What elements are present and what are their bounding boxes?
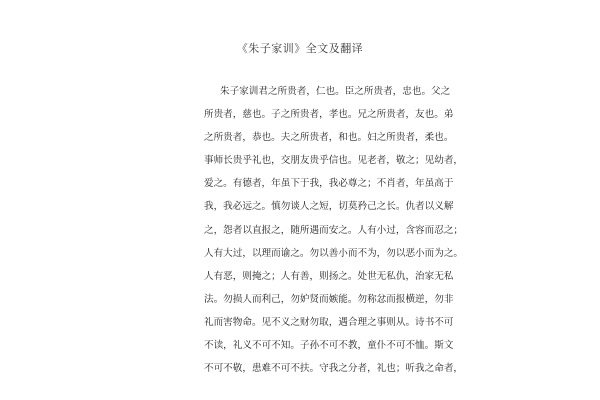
text-line-9: 人有恶，则掩之；人有善，则扬之。处世无私仇，治家无私	[204, 270, 454, 282]
text-line-2: 所贵者，慈也。子之所贵者，孝也。兄之所贵者，友也。弟	[204, 109, 454, 121]
text-line-7: 之，怨者以直报之，随所遇而安之。人有小过，含容而忍之；	[204, 224, 464, 236]
text-line-11: 礼而害物命。见不义之财勿取，遇合理之事则从。诗书不可	[204, 316, 454, 328]
text-line-5: 爱之。有德者，年虽下于我，我必尊之；不肖者，年虽高于	[204, 178, 454, 190]
text-line-12: 不读，礼义不可不知。子孙不可不教，童仆不可不恤。斯文	[204, 340, 454, 352]
document-body	[204, 80, 464, 380]
text-line-1: 朱子家训君之所贵者，仁也。臣之所贵者，忠也。父之	[220, 86, 451, 97]
text-line-6: 我，我必远之。慎勿谈人之短，切莫矜己之长。仇者以义解	[204, 201, 454, 213]
text-line-4: 事师长贵乎礼也，交朋友贵乎信也。见老者，敬之；见幼者，	[204, 155, 464, 167]
text-line-10: 法。勿损人而利己，勿妒贤而嫉能。勿称忿而报横逆，勿非	[204, 293, 454, 305]
document-title: 《朱子家训》全文及翻译	[236, 42, 364, 55]
text-line-3: 之所贵者，恭也。夫之所贵者，和也。妇之所贵者，柔也。	[204, 132, 454, 144]
text-line-13: 不可不敬，患难不可不扶。守我之分者，礼也；听我之命者，	[204, 363, 464, 375]
text-line-8: 人有大过，以理而谕之。勿以善小而不为，勿以恶小而为之。	[204, 247, 464, 259]
